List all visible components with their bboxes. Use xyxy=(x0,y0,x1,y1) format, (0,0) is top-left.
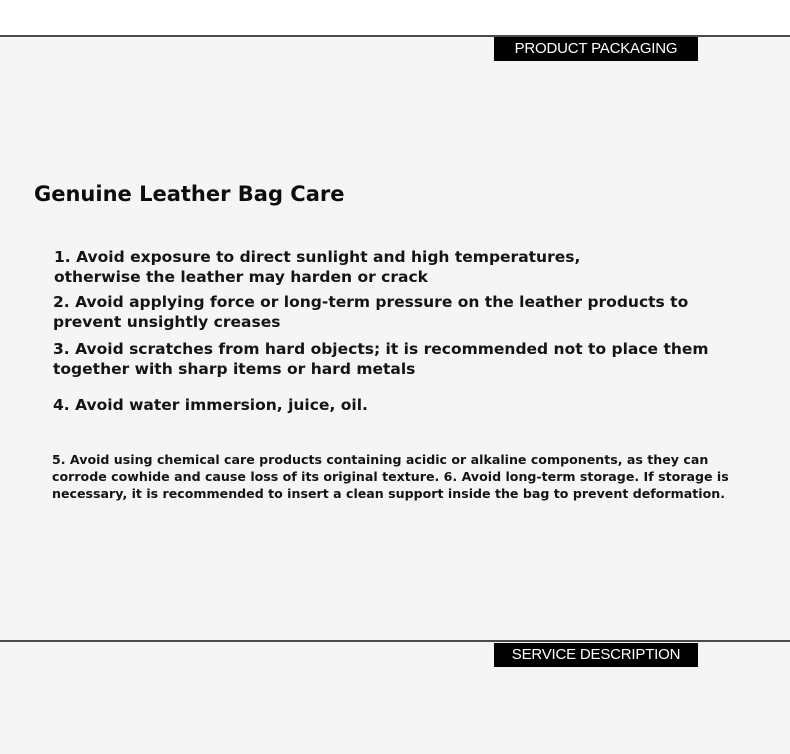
care-item-4 xyxy=(53,396,368,416)
care-item-3-line-2: together with sharp items or hard metals xyxy=(53,359,416,378)
care-item-4-line-1: 4. Avoid water immersion, juice, oil. xyxy=(53,396,368,414)
care-item-1 xyxy=(54,248,580,287)
care-item-3-line-1: 3. Avoid scratches from hard objects; it is recommended not to place them xyxy=(53,340,709,358)
care-item-1-line-1: 1. Avoid exposure to direct sunlight and high temperatures, xyxy=(54,248,581,266)
care-item-2 xyxy=(53,293,688,332)
bottom-divider xyxy=(0,640,790,642)
service-description-label: SERVICE DESCRIPTION xyxy=(494,643,698,667)
care-item-1-line-2: otherwise the leather may harden or crack xyxy=(54,267,428,286)
product-packaging-label: PRODUCT PACKAGING xyxy=(494,37,698,61)
care-item-5-line-2: corrode cowhide and cause loss of its original texture. 6. Avoid long-term storage. If storage is xyxy=(52,469,729,484)
care-item-5 xyxy=(52,451,729,502)
care-item-3 xyxy=(53,340,709,379)
care-title: Genuine Leather Bag Care xyxy=(34,182,345,206)
care-item-5-line-1: 5. Avoid using chemical care products containing acidic or alkaline components, as they can xyxy=(52,452,709,467)
content-panel xyxy=(0,37,790,641)
care-item-2-line-1: 2. Avoid applying force or long-term pressure on the leather products to xyxy=(53,293,689,311)
care-item-5-line-3: necessary, it is recommended to insert a clean support inside the bag to prevent deformation. xyxy=(52,486,725,501)
care-item-2-line-2: prevent unsightly creases xyxy=(53,312,281,331)
